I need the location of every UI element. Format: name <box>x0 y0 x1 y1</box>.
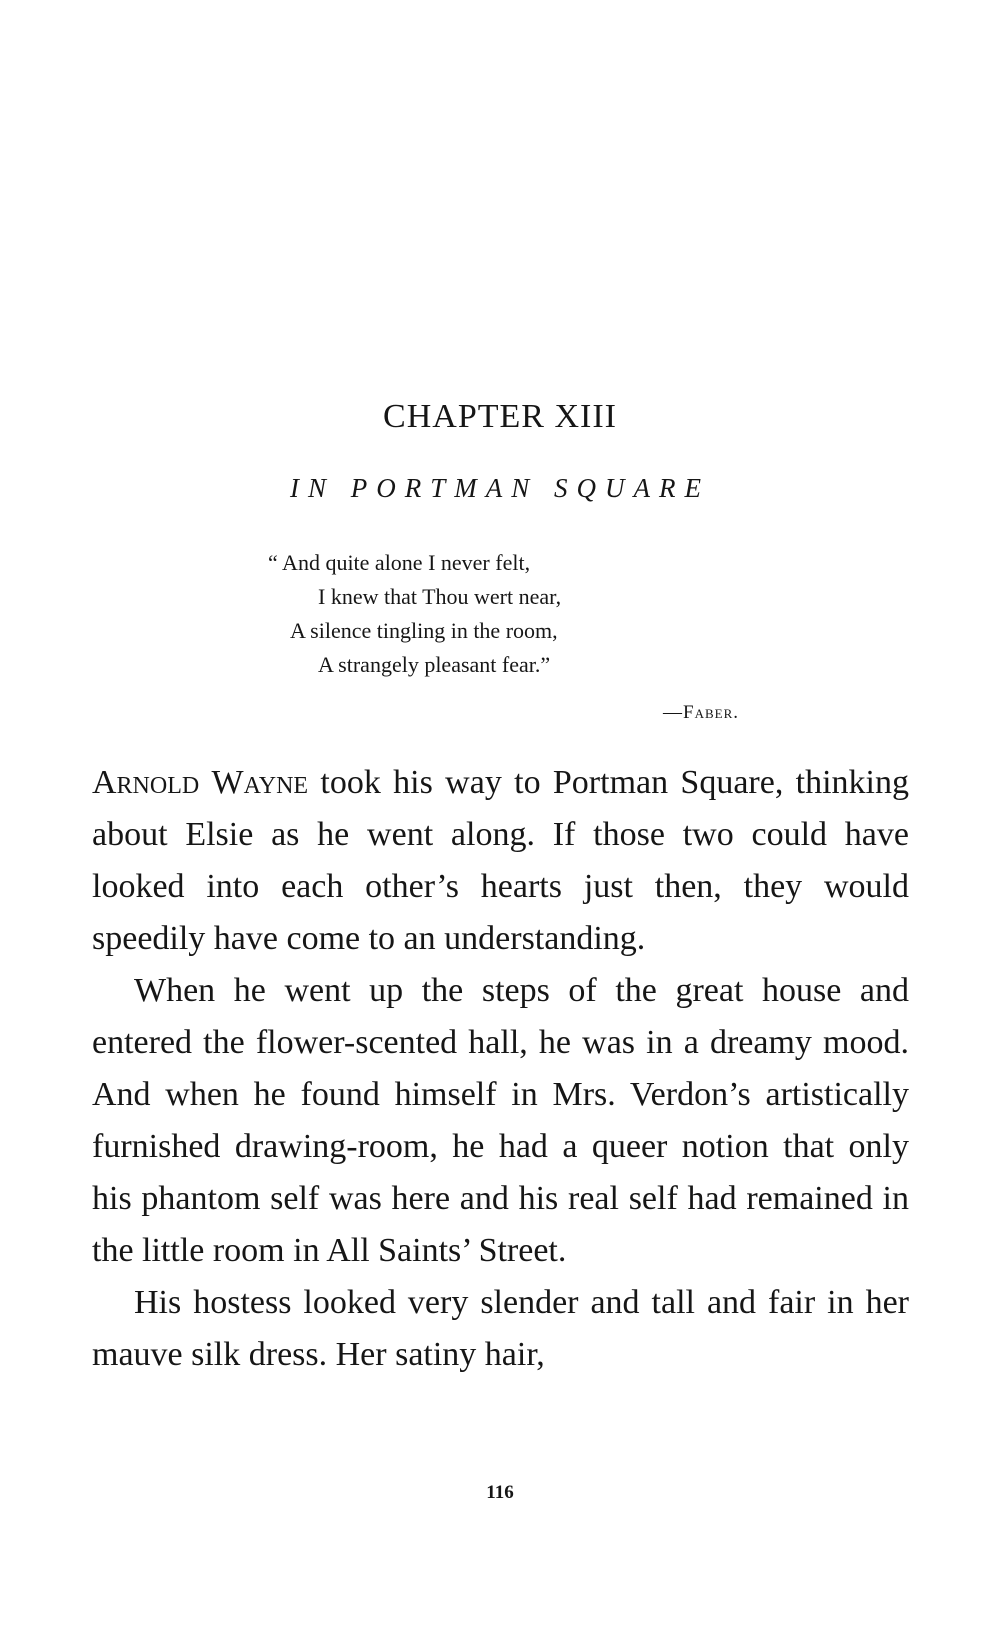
epigraph-line-3: A silence tingling in the room, <box>290 618 558 643</box>
body-text <box>92 757 909 1381</box>
character-first-name: Arnold <box>92 764 200 801</box>
paragraph-2: When he went up the steps of the great house and entered the flower-scented hall, he was in a dreamy mood. And when he found himself in Mrs. Verdon’s artistically furnished drawing-room, he had a queer notion that only his phantom self was here and his real self had remained in the little room in All Saints’ Street. <box>92 972 909 1269</box>
page-number: 116 <box>486 1482 514 1503</box>
paragraph-1-text: took his way to Portman Square, thinking about Elsie as he went along. If those two could have looked into each other’s hearts just then, they would speedily have come to an understanding. <box>92 764 910 957</box>
epigraph-line-2: I knew that Thou wert near, <box>318 584 562 609</box>
chapter-title: IN PORTMAN SQUARE <box>290 473 710 503</box>
paragraph-3: His hostess looked very slender and tall and fair in her mauve silk dress. Her satiny hair, <box>92 1284 909 1373</box>
epigraph-line-1: “ And quite alone I never felt, <box>268 550 531 575</box>
paragraph-1 <box>92 757 909 965</box>
epigraph-attribution: —Faber. <box>663 702 739 723</box>
chapter-number: CHAPTER XIII <box>383 398 617 435</box>
character-last-name: Wayne <box>211 764 309 801</box>
epigraph-line-4: A strangely pleasant fear.” <box>318 652 551 677</box>
